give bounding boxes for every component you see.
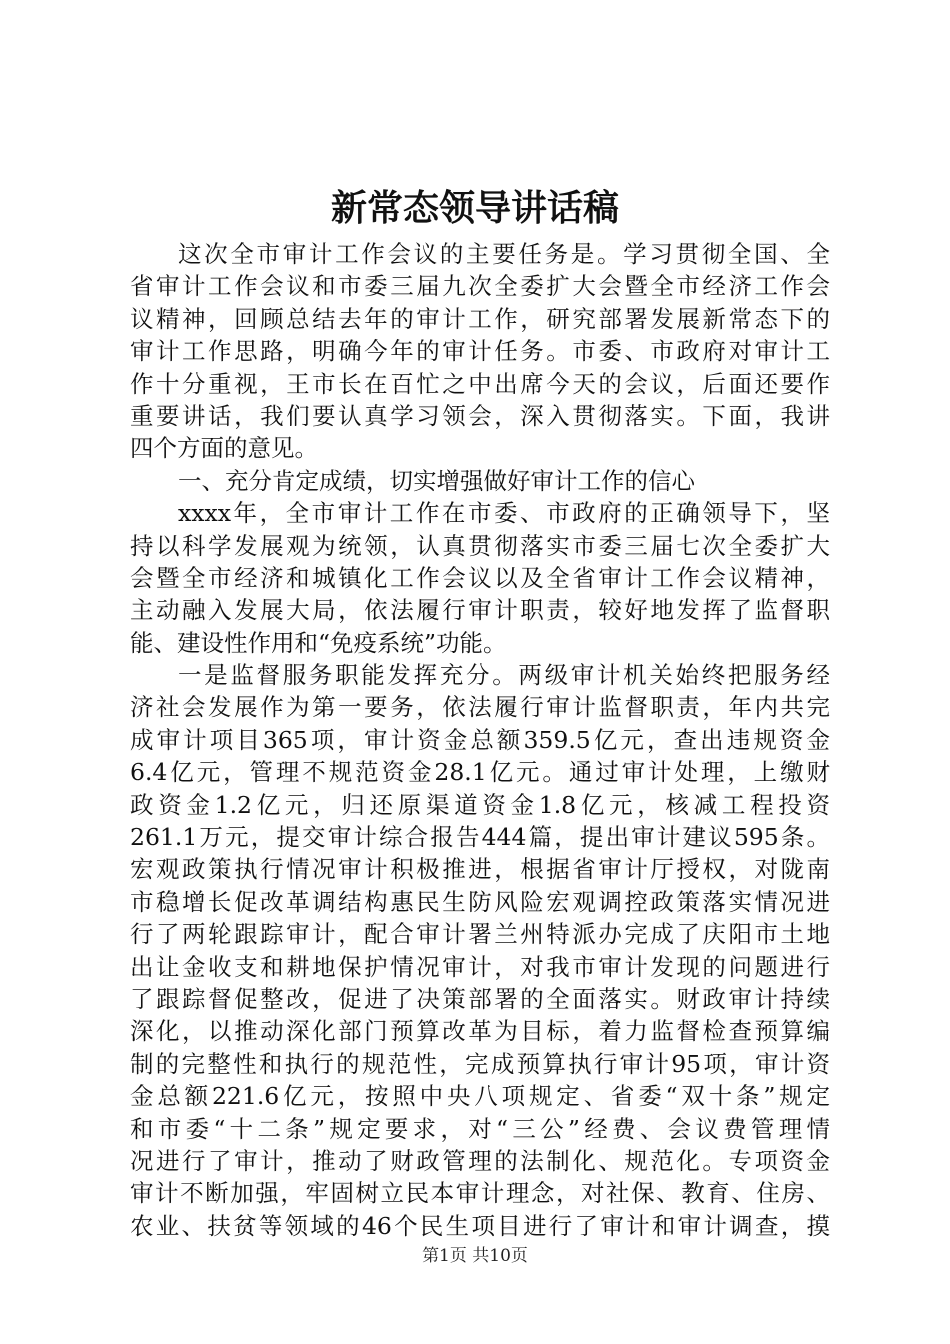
body-line: 能、建设性作用和“免疫系统”功能。 — [130, 628, 507, 657]
body-line: 作十分重视，王市长在百忙之中出席今天的会议，后面还要作 — [130, 369, 830, 398]
body-line: 主动融入发展大局，依法履行审计职责，较好地发挥了监督职 — [130, 596, 830, 625]
body-line: 261.1万元，提交审计综合报告444篇，提出审计建议595条。 — [130, 823, 830, 852]
document-title: 新常态领导讲话稿 — [330, 187, 619, 229]
body-line: 一是监督服务职能发挥充分。两级审计机关始终把服务经 — [178, 661, 830, 690]
body-line: 政资金1.2亿元，归还原渠道资金1.8亿元，核减工程投资 — [130, 790, 830, 819]
body-line: 深化，以推动深化部门预算改革为目标，着力监督检查预算编 — [130, 1017, 830, 1046]
body-line: 会暨全市经济和城镇化工作会议以及全省审计工作会议精神， — [130, 563, 830, 592]
body-line: 金总额221.6亿元，按照中央八项规定、省委“双十条”规定 — [130, 1082, 830, 1111]
body-line: 议精神，回顾总结去年的审计工作，研究部署发展新常态下的 — [130, 304, 830, 333]
body-line: 行了两轮跟踪审计，配合审计署兰州特派办完成了庆阳市土地 — [130, 920, 830, 949]
page-footer: 第1页 共10页 — [422, 1246, 528, 1266]
body-line: 出让金收支和耕地保护情况审计，对我市审计发现的问题进行 — [130, 952, 830, 981]
document-body — [130, 238, 830, 1242]
body-line: 持以科学发展观为统领，认真贯彻落实市委三届七次全委扩大 — [130, 531, 830, 560]
body-line: 一、充分肯定成绩，切实增强做好审计工作的信心 — [178, 466, 695, 495]
body-line: 成审计项目365项，审计资金总额359.5亿元，查出违规资金 — [130, 725, 830, 754]
body-line: 审计不断加强，牢固树立民本审计理念，对社保、教育、住房、 — [130, 1179, 830, 1208]
body-line: 宏观政策执行情况审计积极推进，根据省审计厅授权，对陇南 — [130, 855, 830, 884]
body-line: xxxx年，全市审计工作在市委、市政府的正确领导下，坚 — [178, 499, 830, 528]
body-line: 了跟踪督促整改，促进了决策部署的全面落实。财政审计持续 — [130, 984, 830, 1013]
body-line: 审计工作思路，明确今年的审计任务。市委、市政府对审计工 — [130, 337, 830, 366]
body-line: 这次全市审计工作会议的主要任务是。学习贯彻全国、全 — [178, 240, 830, 268]
body-line: 6.4亿元，管理不规范资金28.1亿元。通过审计处理，上缴财 — [130, 758, 830, 787]
body-line: 农业、扶贫等领域的46个民生项目进行了审计和审计调查，摸 — [130, 1211, 830, 1240]
body-line: 和市委“十二条”规定要求，对“三公”经费、会议费管理情 — [130, 1114, 830, 1143]
body-line: 重要讲话，我们要认真学习领会，深入贯彻落实。下面，我讲 — [130, 401, 830, 430]
body-line: 市稳增长促改革调结构惠民生防风险宏观调控政策落实情况进 — [130, 887, 830, 916]
body-line: 况进行了审计，推动了财政管理的法制化、规范化。专项资金 — [130, 1146, 830, 1175]
body-line: 四个方面的意见。 — [130, 434, 318, 463]
body-line: 制的完整性和执行的规范性，完成预算执行审计95项，审计资 — [130, 1049, 830, 1078]
body-line: 省审计工作会议和市委三届九次全委扩大会暨全市经济工作会 — [130, 272, 830, 301]
body-line: 济社会发展作为第一要务，依法履行审计监督职责，年内共完 — [130, 693, 830, 722]
